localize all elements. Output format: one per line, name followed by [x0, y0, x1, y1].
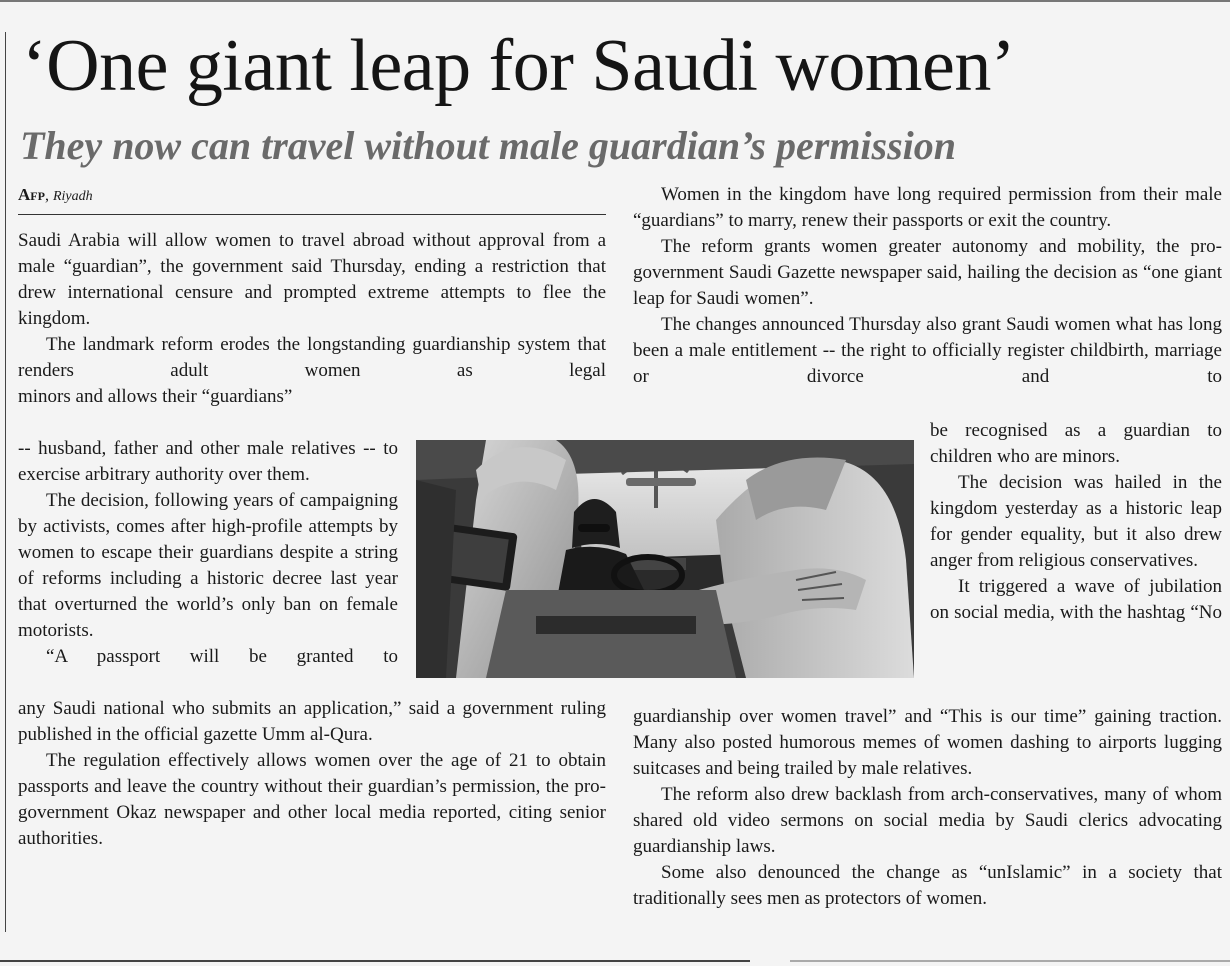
- left-paragraph-4-tail: any Saudi national who submits an application,” said a government ruling published in the official gazette Umm al-Qura.: [18, 698, 606, 745]
- right-paragraph-7: Some also denounced the change as “unIslamic” in a society that traditionally sees men as protectors of women.: [633, 862, 1222, 909]
- left-paragraph-5: The regulation effectively allows women over the age of 21 to obtain passports and leave the country without their guardian’s permission, the pro-government Okaz newspaper and other local media reported, citing senior authorities.: [18, 750, 606, 849]
- right-paragraph-4: The decision was hailed in the kingdom yesterday as a historic leap for gender equality, but it also drew anger from religious conservatives.: [930, 472, 1222, 571]
- left-rule: [5, 32, 6, 932]
- top-rule: [0, 0, 1230, 2]
- right-paragraph-5-lead: It triggered a wave of jubilation on social media, with the hashtag “No: [930, 576, 1222, 623]
- article-photo: [416, 440, 914, 678]
- right-paragraph-6: The reform also drew backlash from arch-conservatives, many of whom shared old video sermons on social media by Saudi clerics advocating guardianship laws.: [633, 784, 1222, 857]
- right-column-bottom: [633, 704, 1222, 912]
- left-paragraph-3: The decision, following years of campaigning by activists, comes after high-profile attempts by women to escape their guardians despite a string of reforms including a historic decree last year that overturned the world’s only ban on female motorists.: [18, 490, 398, 641]
- left-paragraph-1: Saudi Arabia will allow women to travel abroad without approval from a male “guardian”, the government said Thursday, ending a restriction that drew international censure and prompted extreme attempts to flee the kingdom.: [18, 230, 606, 329]
- bottom-rule: [0, 960, 750, 962]
- left-column-wrap: [18, 436, 398, 670]
- right-column-top: [633, 182, 1222, 390]
- right-paragraph-3-lead: The changes announced Thursday also grant Saudi women what has long been a male entitlement -- the right to officially register childbirth, marriage or divorce and to: [633, 314, 1222, 387]
- right-paragraph-3-tail: be recognised as a guardian to children who are minors.: [930, 420, 1222, 467]
- byline: Afp, Riyadh: [18, 185, 93, 204]
- left-paragraph-2-continued: minors and allows their “guardians”: [18, 386, 293, 407]
- right-paragraph-2: The reform grants women greater autonomy and mobility, the pro-government Saudi Gazette newspaper said, hailing the decision as “one giant leap for Saudi women”.: [633, 236, 1222, 309]
- byline-divider: [18, 214, 606, 215]
- bottom-rule-right: [790, 960, 1230, 962]
- right-paragraph-1: Women in the kingdom have long required permission from their male “guardians” to marry, renew their passports or exit the country.: [633, 184, 1222, 231]
- byline-location: Riyadh: [52, 189, 93, 204]
- left-paragraph-4-lead: “A passport will be granted to: [46, 646, 398, 667]
- byline-agency: Afp: [18, 185, 45, 204]
- right-paragraph-5-tail: guardianship over women travel” and “This is our time” gaining traction. Many also posted humorous memes of women dashing to airports lugging suitcases and being trailed by male relatives.: [633, 706, 1222, 779]
- left-paragraph-2-lead: The landmark reform erodes the longstanding guardianship system that renders adult women as legal: [18, 334, 606, 381]
- right-column-wrap: [930, 418, 1222, 626]
- left-paragraph-2-tail: -- husband, father and other male relatives -- to exercise arbitrary authority over them.: [18, 438, 398, 485]
- headline: ‘One giant leap for Saudi women’: [22, 25, 1015, 107]
- left-column-bottom: [18, 696, 606, 852]
- subheadline: They now can travel without male guardian’s permission: [20, 123, 957, 168]
- left-column-top: [18, 228, 606, 410]
- car-interior-photo: [416, 440, 914, 678]
